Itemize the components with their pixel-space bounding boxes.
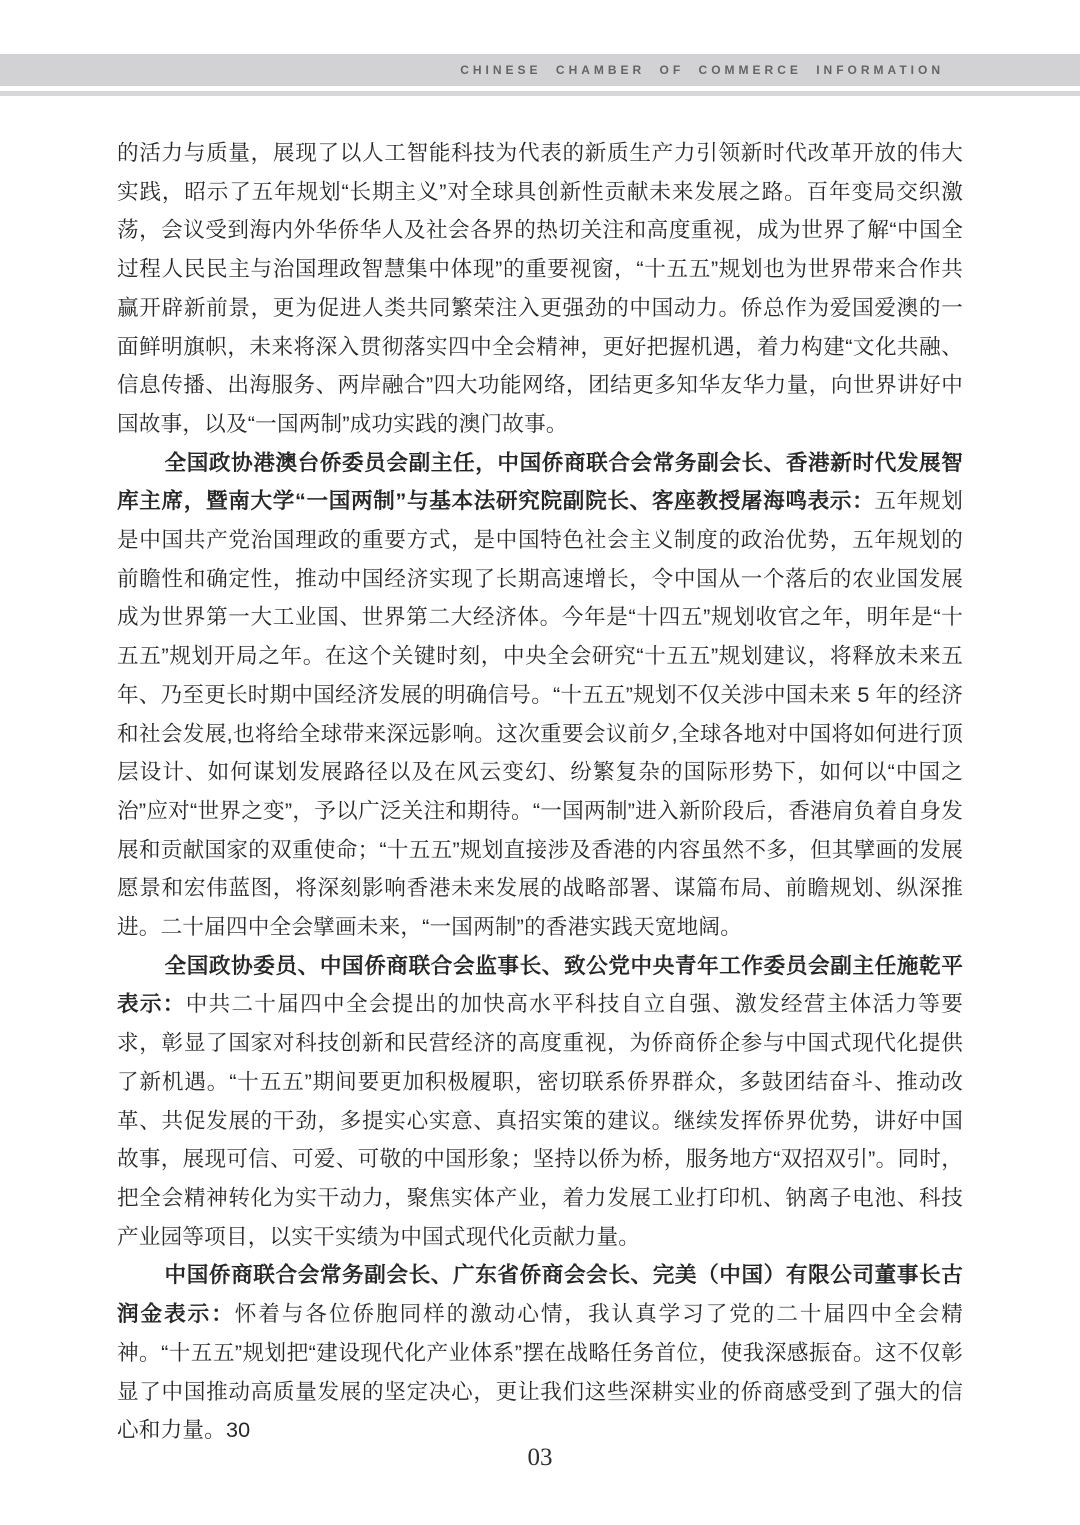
paragraph-3 (117, 947, 963, 1257)
paragraph-4-lead: 中国侨商联合会常务副会长、广东省侨商会会长、完美（中国）有限公司董事长古润金表示： (117, 1262, 963, 1327)
page-number: 03 (527, 1444, 553, 1471)
paragraph-4-text: 怀着与各位侨胞同样的激动心情，我认真学习了党的二十届四中全会精神。“十五五”规划把“建设现代化产业体系”摆在战略任务首位，使我深感振奋。这不仅彰显了中国推动高质量发展的坚定决心，更让我们这些深耕实业的侨商感受到了强大的信心和力量。30 (117, 1301, 963, 1443)
paragraph-3-text: 中共二十届四中全会提出的加快高水平科技自立自强、激发经营主体活力等要求，彰显了国家对科技创新和民营经济的高度重视，为侨商侨企参与中国式现代化提供了新机遇。“十五五”期间要更加积极履职，密切联系侨界群众，多鼓团结奋斗、推动改革、共促发展的干劲，多提实心实意、真招实策的建议。继续发挥侨界优势，讲好中国故事，展现可信、可爱、可敬的中国形象；坚持以侨为桥，服务地方“双招双引”。同时，把全会精神转化为实干动力，聚焦实体产业，着力发展工业打印机、钠离子电池、科技产业园等项目，以实干实绩为中国式现代化贡献力量。 (117, 991, 963, 1249)
paragraph-2-text: 五年规划是中国共产党治国理政的重要方式，是中国特色社会主义制度的政治优势，五年规划的前瞻性和确定性，推动中国经济实现了长期高速增长，令中国从一个落后的农业国发展成为世界第一大工业国、世界第二大经济体。今年是“十四五”规划收官之年，明年是“十五五”规划开局之年。在这个关键时刻，中央全会研究“十五五”规划建议，将释放未来五年、乃至更长时期中国经济发展的明确信号。“十五五”规划不仅关涉中国未来 5 年的经济和社会发展,也将给全球带来深远影响。这次重要会议前夕,全球各地对中国将如何进行顶层设计、如何谋划发展路径以及在风云变幻、纷繁复杂的国际形势下，如何以“中国之治”应对“世界之变”，予以广泛关注和期待。“一国两制”进入新阶段后，香港肩负着自身发展和贡献国家的双重使命；“十五五”规划直接涉及香港的内容虽然不多，但其擘画的发展愿景和宏伟蓝图，将深刻影响香港未来发展的战略部署、谋篇布局、前瞻规划、纵深推进。二十届四中全会擘画未来，“一国两制”的香港实践天宽地阔。 (117, 488, 963, 940)
article-body (117, 134, 963, 1450)
paragraph-1 (117, 134, 963, 444)
paragraph-2-lead: 全国政协港澳台侨委员会副主任，中国侨商联合会常务副会长、香港新时代发展智库主席，暨南大学“一国两制”与基本法研究院副院长、客座教授屠海鸣表示： (117, 449, 963, 514)
paragraph-4 (117, 1256, 963, 1450)
paragraph-2 (117, 444, 963, 947)
paragraph-3-lead: 全国政协委员、中国侨商联合会监事长、致公党中央青年工作委员会副主任施乾平表示： (117, 952, 963, 1017)
header-banner (0, 54, 1080, 86)
paragraph-1-text: 的活力与质量，展现了以人工智能科技为代表的新质生产力引领新时代改革开放的伟大实践，昭示了五年规划“长期主义”对全球具创新性贡献未来发展之路。百年变局交织激荡，会议受到海内外华侨华人及社会各界的热切关注和高度重视，成为世界了解“中国全过程人民民主与治国理政智慧集中体现”的重要视窗，“十五五”规划也为世界带来合作共赢开辟新前景，更为促进人类共同繁荣注入更强劲的中国动力。侨总作为爱国爱澳的一面鲜明旗帜，未来将深入贯彻落实四中全会精神，更好把握机遇，着力构建“文化共融、信息传播、出海服务、两岸融合”四大功能网络，团结更多知华友华力量，向世界讲好中国故事，以及“一国两制”成功实践的澳门故事。 (117, 140, 963, 436)
header-banner-title: CHINESE CHAMBER OF COMMERCE INFORMATION (460, 63, 944, 77)
header-divider (0, 91, 1080, 96)
